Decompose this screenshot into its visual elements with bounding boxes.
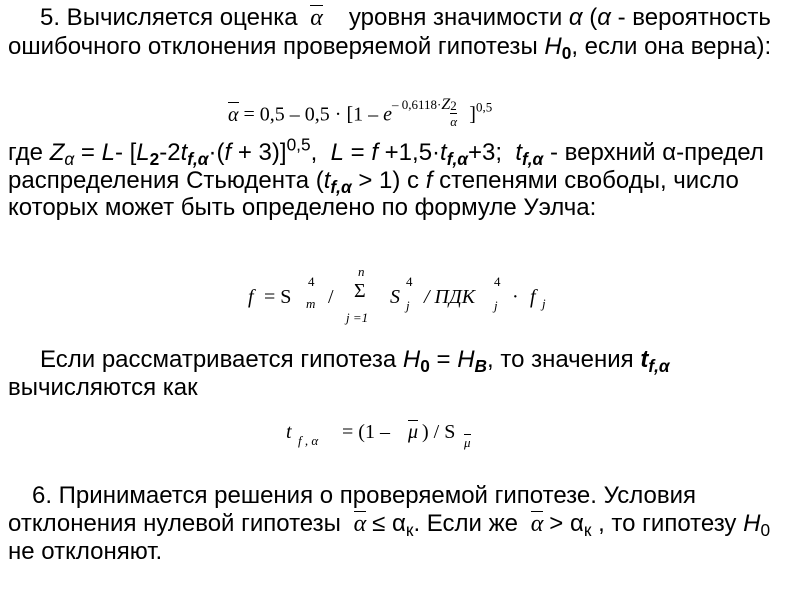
subscript-text: j	[542, 296, 546, 311]
t-symbol: t	[180, 139, 188, 166]
subscript-text: j	[494, 298, 498, 313]
step-6-text: . Если же	[413, 509, 519, 537]
z-symbol: Z	[49, 139, 65, 166]
formula-welch	[248, 264, 568, 335]
hypothesis-text: вычисляются как	[8, 373, 198, 401]
h-subscript: 0	[561, 42, 572, 63]
l-symbol: L	[101, 139, 115, 166]
t-subscript: f,α	[648, 356, 670, 377]
where-text: степенями свободы, число которых может быть определено по формуле Уэлча:	[8, 166, 739, 221]
formula-text: / ПДК	[424, 286, 476, 308]
formula-power: 0,5	[475, 99, 493, 115]
where-text: - верхний α-предел распределения Стьюдента (	[8, 139, 764, 194]
t-symbol: t	[286, 421, 292, 443]
where-text: где	[8, 139, 44, 166]
t-symbol: t	[323, 166, 331, 194]
t-symbol: t	[640, 346, 649, 373]
where-text: ,	[310, 139, 318, 166]
alpha-estimate-symbol: α	[304, 5, 329, 33]
where-text: -2	[159, 139, 181, 166]
subscript-text: j	[406, 298, 410, 313]
paren-open: (	[589, 4, 598, 31]
l-subscript: 2	[149, 149, 160, 170]
formula-text: ) / S	[422, 421, 456, 443]
power-text: 0,5	[286, 134, 311, 155]
exponent-sub: α	[450, 114, 458, 129]
sum-symbol: Σ	[354, 280, 366, 302]
t-symbol: t	[515, 139, 523, 166]
t-subscript: f , α	[298, 433, 319, 448]
f-symbol: f	[371, 139, 378, 166]
paragraph-hypothesis	[8, 346, 792, 401]
z-subscript: α	[64, 149, 75, 170]
mu-bar: μ	[408, 421, 419, 443]
hypothesis-text: , то значения	[487, 346, 634, 373]
step-6-text: не отклоняют.	[8, 538, 163, 565]
subscript-text: m	[306, 296, 316, 311]
f-symbol: f	[425, 166, 433, 194]
t-subscript: f,α	[187, 149, 209, 170]
formula-text: ·	[512, 286, 519, 308]
sum-lower-limit: j =1	[346, 310, 369, 325]
where-text: ·(	[208, 139, 225, 166]
power-text: 4	[406, 274, 413, 289]
t-symbol: t	[440, 139, 447, 166]
step-6-text: , то гипотезу	[598, 509, 737, 537]
f-symbol: f	[224, 139, 232, 166]
h-symbol: H	[743, 509, 761, 537]
alpha-estimate-symbol: α	[525, 511, 550, 539]
formula-text: = 0,5 – 0,5 ·	[243, 103, 342, 126]
exp-base: e	[383, 103, 393, 126]
formula-text: = S	[264, 286, 292, 308]
t-subscript: f,α	[522, 149, 544, 170]
where-text: +3;	[467, 139, 502, 166]
step-6-text: ≤ α	[372, 509, 406, 537]
power-text: 4	[494, 274, 501, 289]
mu-bar-subscript: μ	[464, 435, 471, 450]
exponent-text: – 0,6118·	[392, 97, 442, 112]
formula-text: /	[328, 286, 334, 308]
alpha-symbol: α	[568, 4, 583, 31]
t-subscript: f,α	[446, 149, 468, 170]
l-symbol: L	[136, 139, 150, 166]
alpha-estimate-symbol: α	[348, 511, 373, 539]
h-symbol: H	[457, 346, 475, 373]
formula-text: S	[390, 286, 400, 308]
formula-text: [1 –	[346, 103, 379, 126]
sum-upper-limit: n	[358, 264, 365, 279]
h-subscript: 0	[420, 356, 430, 377]
f-symbol: f	[530, 286, 536, 308]
paragraph-step-5	[8, 4, 792, 63]
step-5-text: уровня значимости	[348, 4, 563, 31]
hypothesis-text: Если рассматривается гипотеза	[40, 346, 397, 373]
hypothesis-text: =	[436, 346, 451, 373]
t-subscript: f,α	[330, 176, 352, 197]
f-symbol: f	[248, 286, 254, 308]
step-5-text: , если она верна):	[571, 32, 772, 60]
h-symbol: H	[544, 32, 562, 60]
where-text: - [	[114, 139, 137, 166]
exponent-z: Z	[441, 96, 451, 113]
where-text: =	[350, 139, 365, 166]
paragraph-where	[8, 134, 792, 222]
step-5-lead: 5. Вычисляется оценка	[40, 4, 298, 31]
where-text: =	[80, 139, 95, 166]
alpha-hat: α	[228, 103, 239, 126]
h-symbol: H	[402, 346, 421, 373]
step-6-text: > α	[549, 509, 584, 537]
step-6-text: 6. Принимается решения о проверяемой гипотезе. Условия отклонения нулевой гипотезы	[8, 482, 696, 537]
h-subscript: B	[474, 356, 488, 377]
where-text: > 1) с	[358, 166, 420, 194]
l-symbol: L	[330, 139, 344, 166]
alpha-k-subscript: к	[583, 519, 592, 540]
h-subscript: 0	[760, 519, 771, 540]
formula-t-value	[286, 414, 506, 454]
where-text: +1,5·	[384, 139, 441, 166]
step-5-text: - вероятность ошибочного отклонения проверяемой гипотезы	[8, 4, 771, 60]
where-text: + 3)]	[237, 139, 287, 166]
formula-text: = (1 –	[342, 421, 390, 443]
paragraph-step-6	[8, 482, 792, 566]
exponent	[392, 96, 464, 129]
exponent-sup: 2	[450, 98, 457, 113]
alpha-k-subscript: к	[405, 519, 414, 540]
power-text: 4	[308, 274, 315, 289]
alpha-symbol: α	[597, 4, 611, 31]
formula-text: ]	[469, 103, 476, 126]
formula-alpha-estimate	[228, 96, 493, 129]
